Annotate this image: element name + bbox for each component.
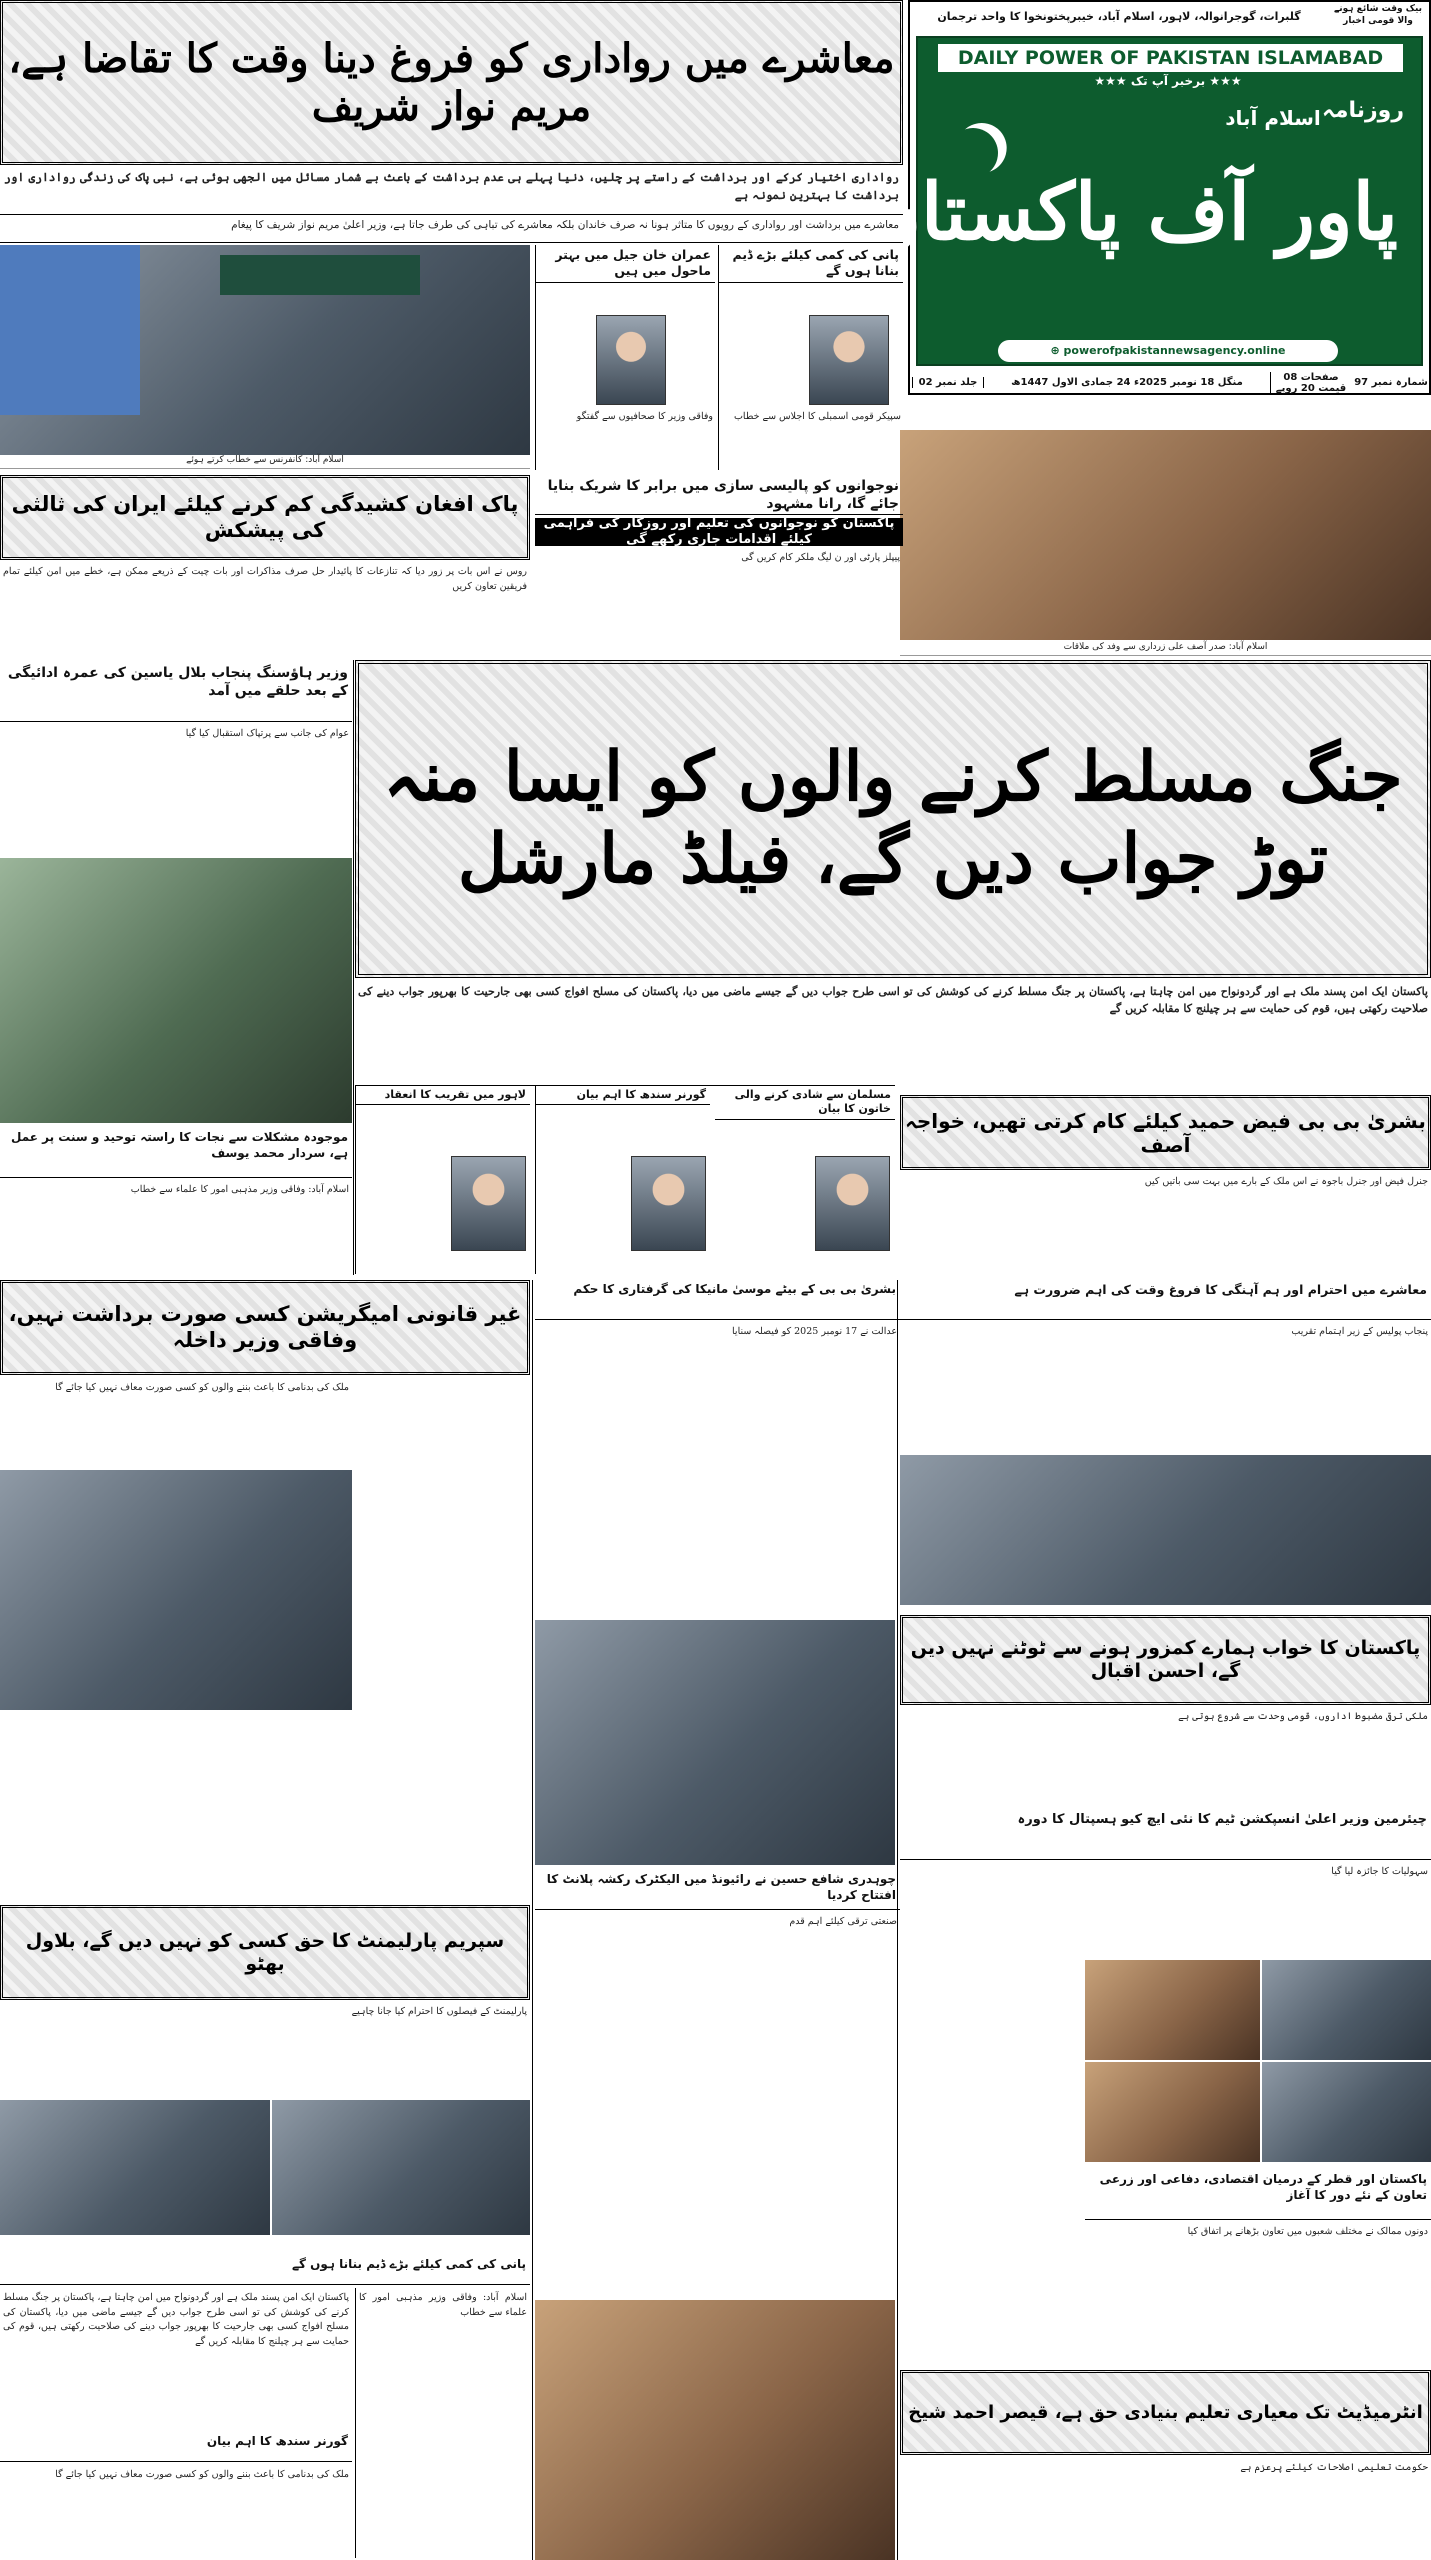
english-name: DAILY POWER OF PAKISTAN ISLAMABAD bbox=[957, 47, 1384, 69]
chairman-photo-1 bbox=[1085, 1960, 1260, 2060]
portrait-row bbox=[355, 1085, 895, 1275]
profile-1 bbox=[355, 1086, 530, 1274]
bottom-left-headline-1: پانی کی کمی کیلئے بڑے ڈیم بنانا ہوں گے bbox=[0, 2255, 530, 2285]
afghan-body: روس نے اس بات پر زور دیا کہ تنازعات کا پائیدار حل صرف مذاکرات اور بات چیت کے ذریعے ممکن ہے، خطے میں امن کیلئے تمام فریقین تعاون کریں bbox=[3, 566, 527, 592]
masthead-info-row bbox=[912, 370, 1431, 395]
main-body: پاکستان ایک امن پسند ملک ہے اور گردونواح میں امن چاہتا ہے، پاکستان پر جنگ مسلط کرنے کی کوشش کی تو اسی طرح جواب دیں گے جیسے ماضی میں دیا، پاکستان کی مسلح افواج کسی بھی جارحیت کا بھرپور جواب دینے کی صلاحیت رکھتی ہیں، قوم کی حمایت سے ہر چیلنج کا مقابلہ کریں گے bbox=[358, 985, 1428, 1016]
bp-headline: بشریٰ بی بی کے بیٹے موسیٰ مانیکا کی گرفتاری کا حکم bbox=[535, 1280, 900, 1320]
afghan-headline: پاک افغان کشیدگی کم کرنے کیلئے ایران کی ثالثی کی پیشکش bbox=[0, 475, 530, 560]
lead-photo-caption: اسلام آباد: کانفرنس سے خطاب کرتے ہوئے bbox=[0, 455, 530, 469]
english-name-box bbox=[938, 44, 1403, 72]
ceremony-photo bbox=[535, 2300, 895, 2560]
ev-headline: چوہدری شافع حسین نے رائیونڈ میں الیکٹرک رکشہ پلانٹ کا افتتاح کردیا bbox=[535, 1870, 900, 1910]
meeting-photo bbox=[900, 430, 1431, 640]
parliament-photo-2 bbox=[272, 2100, 530, 2235]
ahsan-body: ملکی ترقی مضبوط اداروں، قومی وحدت سے شروع ہوتی ہے bbox=[1178, 1711, 1428, 1722]
qaiser-body: حکومت تعلیمی اصلاحات کیلئے پرعزم ہے bbox=[1240, 2462, 1428, 2473]
profile-2-portrait bbox=[631, 1156, 706, 1251]
youth-headline: نوجوانوں کو پالیسی سازی میں برابر کا شریک بنایا جائے گا، رانا مشہود bbox=[535, 475, 903, 515]
chairman-photo-3 bbox=[1085, 2062, 1260, 2162]
youth-subhead: پاکستان کو نوجوانوں کی تعلیم اور روزگار کی فراہمی کیلئے اقدامات جاری رکھے گی bbox=[535, 518, 903, 546]
bushra-headline: بشریٰ بی بی فیض حمید کیلئے کام کرتی تھیں، خواجہ آصف bbox=[900, 1095, 1431, 1170]
parliament-photo-1 bbox=[0, 2100, 270, 2235]
profile-2 bbox=[535, 1086, 710, 1274]
lead-photo bbox=[0, 245, 530, 455]
tagline-text: برخبر آپ تک bbox=[1130, 74, 1206, 88]
bottom-left-body-1: پاکستان ایک امن پسند ملک ہے اور گردونواح میں امن چاہتا ہے، پاکستان پر جنگ مسلط کرنے کی کوشش کی تو اسی طرح جواب دیں گے جیسے ماضی میں دیا، پاکستان کی مسلح افواج کسی بھی جارحیت کا بھرپور جواب دینے کی صلاحیت رکھتی ہیں، قوم کی حمایت سے ہر چیلنج کا مقابلہ کریں گے bbox=[3, 2292, 349, 2348]
tagline: ★★★ برخبر آپ تک ★★★ bbox=[1094, 74, 1242, 88]
chairman-photo-4 bbox=[1262, 2062, 1431, 2162]
globe-icon: ⊕ bbox=[1050, 344, 1064, 357]
parliament-body: پارلیمنٹ کے فیصلوں کا احترام کیا جانا چاہیے bbox=[351, 2006, 527, 2017]
chairman-body: سہولیات کا جائزہ لیا گیا bbox=[1331, 1866, 1428, 1877]
ahsan-headline: پاکستان کا خواب ہمارے کمزور ہونے سے ٹوٹنے نہیں دیں گے، احسن اقبال bbox=[900, 1615, 1431, 1705]
lead-side-item-1 bbox=[535, 245, 715, 470]
bushra-body: جنرل فیض اور جنرل باجوہ نے اس ملک کے بارے میں بہت سی باتیں کیں bbox=[1144, 1176, 1428, 1187]
media-headline: غیر قانونی امیگریشن کسی صورت برداشت نہیں، وفاقی وزیر داخلہ bbox=[0, 1280, 530, 1375]
daily-label: روزنامہ bbox=[1321, 98, 1405, 123]
lead-side-2-body: سپیکر قومی اسمبلی کا اجلاس سے خطاب bbox=[733, 411, 901, 422]
masthead bbox=[863, 0, 1431, 395]
price: قیمت 20 روپے bbox=[1275, 382, 1347, 394]
profile-3-portrait bbox=[815, 1156, 890, 1251]
portrait-2 bbox=[809, 315, 889, 405]
youth-body: پیپلز پارٹی اور ن لیگ ملکر کام کریں گی bbox=[741, 552, 900, 563]
masthead-panel bbox=[863, 36, 1423, 366]
profile-3-title: مسلمان سے شادی کرنے والی خاتون کا بیان bbox=[715, 1086, 895, 1120]
bottom-mid-body: اسلام آباد: وفاقی وزیر مذہبی امور کا علماء سے خطاب bbox=[355, 2288, 530, 2558]
bp-body: عدالت نے 17 نومبر 2025 کو فیصلہ سنایا bbox=[732, 1326, 897, 1337]
lead-side-2-title: پانی کی کمی کیلئے بڑے ڈیم بنانا ہوں گے bbox=[719, 245, 903, 283]
lead-side-item-2 bbox=[718, 245, 903, 470]
masthead-cities: گلبرات، گوجرانوالہ، لاہور، اسلام آباد، خیبرپختونخوا کا واحد ترجمان bbox=[937, 10, 1301, 23]
graduation-photo bbox=[0, 1470, 352, 1710]
qatar-body: دونوں ممالک نے مختلف شعبوں میں تعاون بڑھانے پر اتفاق کیا bbox=[1187, 2226, 1428, 2237]
lead-side-1-title: عمران خان جیل میں بہتر ماحول میں ہیں bbox=[536, 245, 715, 283]
meeting-photo-caption: اسلام آباد: صدر آصف علی زرداری سے وفد کی ملاقات bbox=[900, 642, 1431, 656]
screen-graphic bbox=[0, 245, 140, 415]
rescue-headline: معاشرے میں احترام اور ہم آہنگی کا فروغ وقت کی اہم ضرورت ہے bbox=[900, 1280, 1431, 1320]
profile-3 bbox=[715, 1086, 895, 1274]
lead-side-1-body: وفاقی وزیر کا صحافیوں سے گفتگو bbox=[576, 411, 713, 422]
column-divider-3 bbox=[353, 660, 354, 1275]
column-divider-2 bbox=[897, 1280, 898, 2560]
column-divider-1 bbox=[532, 1280, 533, 2560]
masthead-top-line: بیک وقت شائع ہونے والا قومی اخبار bbox=[1333, 4, 1422, 26]
media-body: ملک کی بدنامی کا باعث بننے والوں کو کسی صورت معاف نہیں کیا جائے گا bbox=[55, 1382, 349, 1393]
pages: صفحات 08 bbox=[1283, 371, 1339, 383]
chairman-photo-2 bbox=[1262, 1960, 1431, 2060]
pages-price bbox=[1270, 372, 1351, 394]
yousaf-headline: موجودہ مشکلات سے نجات کا راستہ توحید و سنت پر عمل ہے، سردار محمد یوسف bbox=[0, 1128, 352, 1178]
chairman-headline: چیئرمین وزیر اعلیٰ انسپکشن ٹیم کا نئی ایچ کیو ہسپتال کا دورہ bbox=[900, 1810, 1431, 1860]
website: powerofpakistannewsagency.online bbox=[1063, 344, 1286, 357]
qaiser-headline: انٹرمیڈیٹ تک معیاری تعلیم بنیادی حق ہے، قیصر احمد شیخ bbox=[900, 2370, 1431, 2455]
city-label: اسلام آباد bbox=[1225, 106, 1321, 130]
lead-intro-2: معاشرے میں برداشت اور رواداری کے رویوں کا متاثر ہونا نہ صرف خاندان بلکہ معاشرے کی تباہی کی طرف جاتا ہے، وزیر اعلیٰ مریم نواز شریف کا پیغام bbox=[0, 215, 903, 243]
logo-text: پاور آف پاکستان bbox=[863, 167, 1398, 258]
parliament-headline: سپریم پارلیمنٹ کا حق کسی کو نہیں دیں گے، بلاول بھٹو bbox=[0, 1905, 530, 2000]
banner-graphic bbox=[220, 255, 420, 295]
website-bar bbox=[998, 340, 1338, 362]
yousaf-body: اسلام آباد: وفاقی وزیر مذہبی امور کا علماء سے خطاب bbox=[130, 1184, 349, 1195]
bottom-left-body-2: ملک کی بدنامی کا باعث بننے والوں کو کسی صورت معاف نہیں کیا جائے گا bbox=[55, 2469, 349, 2480]
ev-body: صنعتی ترقی کیلئے اہم قدم bbox=[789, 1916, 897, 1927]
profile-1-portrait bbox=[451, 1156, 526, 1251]
qatar-headline: پاکستان اور قطر کے درمیان اقتصادی، دفاعی اور زرعی تعاون کے نئے دور کا آغاز bbox=[1085, 2170, 1431, 2220]
main-headline: جنگ مسلط کرنے والوں کو ایسا منہ توڑ جواب دیں گے، فیلڈ مارشل bbox=[355, 660, 1431, 978]
portrait-1 bbox=[596, 315, 666, 405]
profile-1-title: لاہور میں تقریب کا انعقاد bbox=[356, 1086, 530, 1105]
date: منگل 18 نومبر 2025ء 24 جمادی الاول 1447ھ bbox=[983, 377, 1270, 388]
yaseen-photo bbox=[0, 858, 352, 1123]
lead-intro: رواداری اختیار کرکے اور برداشت کے راستے پر چلیں، دنیا پہلے ہی عدم برداشت کے باعث بے شمار مسائل میں الجھی ہوئی ہے، نبی پاک کی زندگی رواداری اور برداشت کا بہترین نمونہ ہے bbox=[0, 167, 903, 215]
police-photo bbox=[900, 1455, 1431, 1605]
issue: شمارہ نمبر 97 bbox=[1354, 377, 1428, 388]
yaseen-headline: وزیر ہاؤسنگ پنجاب بلال یاسین کی عمرہ ادائیگی کے بعد حلقے میں آمد bbox=[0, 662, 352, 722]
rescue-body: پنجاب پولیس کے زیر اہتمام تقریب bbox=[1291, 1326, 1428, 1337]
lead-headline: معاشرے میں رواداری کو فروغ دینا وقت کا تقاضا ہے، مریم نواز شریف bbox=[0, 0, 903, 165]
profile-2-title: گورنر سندھ کا اہم بیان bbox=[536, 1086, 710, 1105]
ev-photo bbox=[535, 1620, 895, 1865]
yaseen-body: عوام کی جانب سے پرتپاک استقبال کیا گیا bbox=[185, 728, 349, 739]
bottom-left-headline-2: گورنر سندھ کا اہم بیان bbox=[0, 2432, 352, 2462]
volume: جلد نمبر 02 bbox=[912, 377, 983, 388]
